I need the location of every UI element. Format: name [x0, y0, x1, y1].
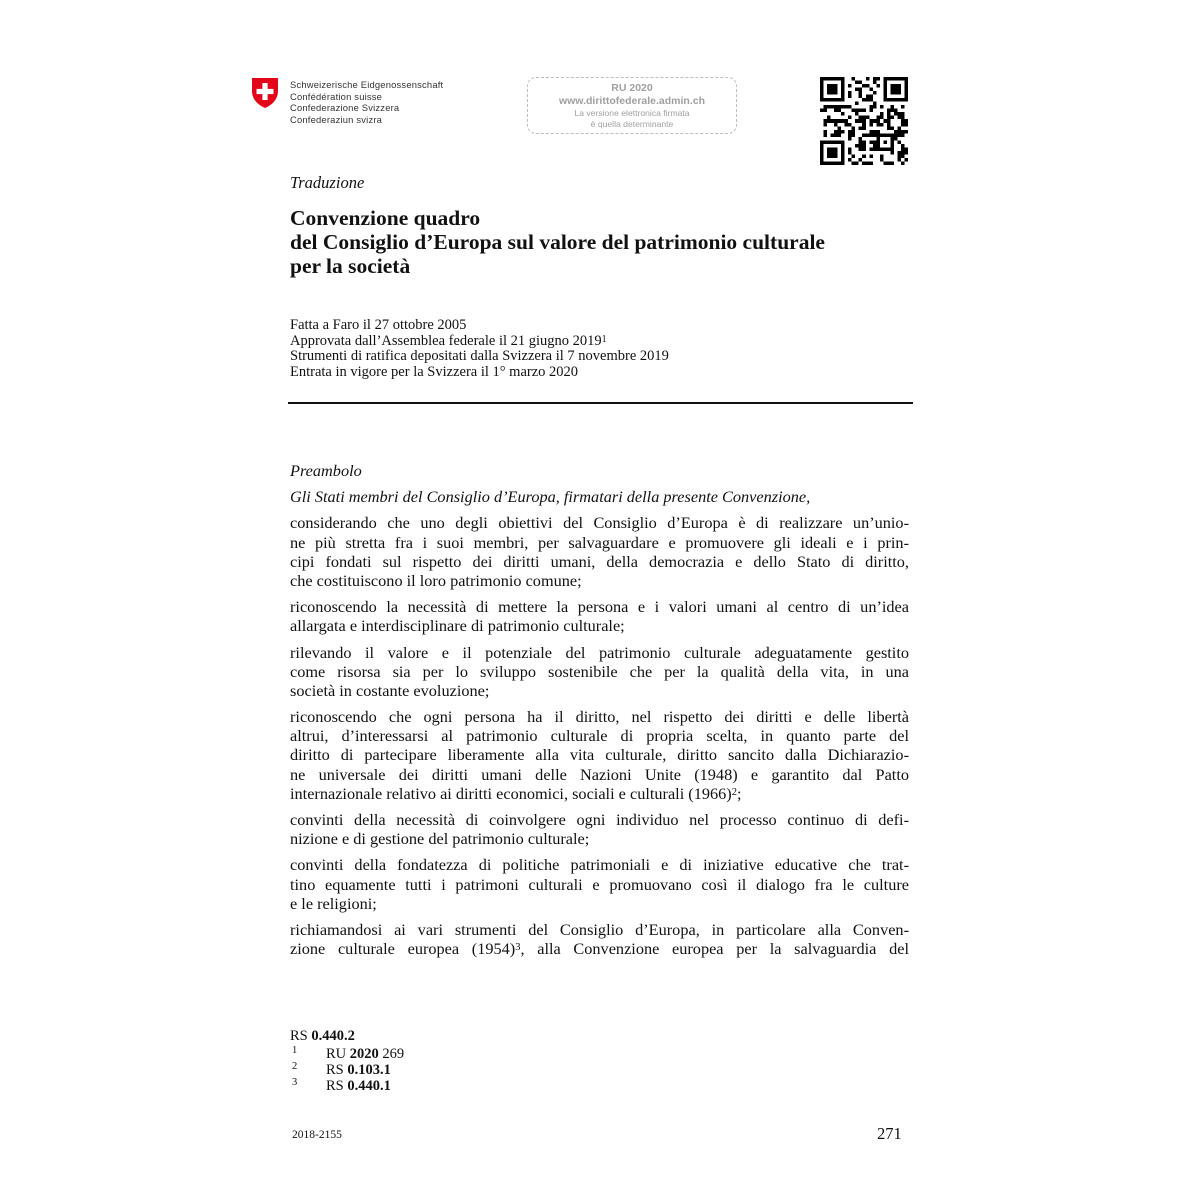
ru-stamp [527, 77, 737, 134]
text-line: convinti della necessità di coinvolgere ogni individuo nel processo continuo di defi- [290, 810, 909, 830]
title-line-3: per la società [290, 254, 411, 278]
text-line: riconoscendo che ogni persona ha il diritto, nel rispetto dei diritti e delle libertà [290, 707, 909, 727]
rs-prefix: RS [290, 1028, 308, 1044]
meta-entry-into-force: Entrata in vigore per la Svizzera il 1° marzo 2020 [290, 363, 579, 380]
footnote-ref-1[interactable]: 1 [601, 333, 607, 345]
preamble-paragraph-6 [290, 855, 909, 913]
text-line: cipi fondati sul rispetto dei diritti umani, della democrazia e dello Stato di diritto, [290, 551, 909, 571]
document-code: 2018-2155 [292, 1129, 342, 1141]
preamble-paragraph-3 [290, 643, 909, 701]
p4-last-text: internazionale relativo ai diritti economici, sociali e culturali (1966) [290, 783, 732, 803]
text-line [290, 784, 909, 803]
footnote-number: 3 [292, 1077, 298, 1088]
title-line-2: del Consiglio d’Europa sul valore del patrimonio culturale [290, 230, 825, 254]
footnote-bold: 0.440.1 [347, 1078, 391, 1094]
stamp-note-1: La versione elettronica firmata [574, 108, 690, 118]
stamp-note-2: è quella determinante [590, 118, 674, 129]
text-line: società in costante evoluzione; [290, 680, 490, 700]
text-line: che costituiscono il loro patrimonio comune; [290, 570, 582, 590]
p7-text-a: zione culturale europea (1954) [290, 939, 516, 959]
footnote-prefix: RU [326, 1046, 347, 1062]
qr-code-icon [820, 77, 908, 165]
preamble-paragraph-1 [290, 513, 909, 590]
meta-ratification: Strumenti di ratifica depositati dalla Svizzera il 7 novembre 2019 [290, 348, 669, 365]
document-title [290, 206, 930, 278]
footnote-number: 2 [292, 1061, 298, 1072]
text-line: come risorsa sia per lo sviluppo sostenibile che per la qualità della vita, in una [290, 661, 909, 681]
meta-done-at: Fatta a Faro il 27 ottobre 2005 [290, 317, 467, 333]
stamp-ru: RU 2020 [611, 82, 653, 94]
footnote-ref-3[interactable]: 3 [515, 942, 521, 954]
document-metadata [290, 318, 669, 380]
p7-text-b: , alla Convenzione europea per la salvaguardia del [520, 939, 909, 959]
text-line: rilevando il valore e il potenziale del patrimonio culturale adeguatamente gestito [290, 642, 909, 662]
footnote-suffix: 269 [378, 1046, 405, 1062]
swiss-crest-icon [251, 77, 279, 109]
text-line: nizione e di gestione del patrimonio culturale; [290, 829, 590, 849]
text-line: considerando che uno degli obiettivi del Consiglio d’Europa è di realizzare un’unio- [290, 513, 909, 533]
text-line: tino equamente tutti i patrimoni culturali e promuovano così il dialogo fra le culture [290, 874, 909, 894]
confederation-it: Confederazione Svizzera [290, 102, 400, 114]
meta-approved-text: Approvata dall’Assemblea federale il 21 giugno 2019 [290, 332, 602, 349]
text-line: richiamandosi ai vari strumenti del Consiglio d’Europa, in particolare alla Conven- [290, 919, 909, 939]
confederation-names [290, 79, 443, 125]
title-line-1: Convenzione quadro [290, 206, 481, 230]
meta-approved [290, 334, 669, 350]
text-line: ne più stretta fra i suoi membri, per salvaguardare e promuovere gli ideali e i prin- [290, 532, 909, 552]
p4-end: ; [736, 783, 742, 803]
text-line [290, 939, 909, 958]
text-line: riconoscendo la necessità di mettere la persona e i valori umani al centro di un’idea [290, 597, 909, 617]
preamble-paragraph-4 [290, 707, 909, 803]
text-line: altrui, d’interessarsi al patrimonio culturale di propria scelta, in quanto parte del [290, 726, 909, 746]
preamble-paragraph-2 [290, 597, 909, 635]
footnote-bold: 0.103.1 [347, 1062, 391, 1078]
text-line: e le religioni; [290, 893, 377, 913]
footnote-prefix: RS [326, 1078, 344, 1094]
footnote-number: 1 [292, 1045, 298, 1056]
footnote-ref-2[interactable]: 2 [731, 786, 737, 798]
preamble-states: Gli Stati membri del Consiglio d’Europa, firmatari della presente Convenzione, [290, 487, 811, 507]
text-line: convinti della fondatezza di politiche patrimoniali e di iniziative educative che trat- [290, 855, 909, 875]
confederation-de: Schweizerische Eidgenossenschaft [290, 79, 444, 90]
text-line: allargata e interdisciplinare di patrimonio culturale; [290, 616, 625, 636]
footnote-bold: 2020 [349, 1046, 379, 1062]
header-divider [288, 402, 913, 404]
footnote-prefix: RS [326, 1062, 344, 1078]
translation-label: Traduzione [290, 173, 365, 192]
text-line: diritto di partecipare liberamente alla vita culturale, diritto sancito dalla Dichiarazio- [290, 745, 909, 765]
confederation-rm: Confederaziun svizra [290, 113, 383, 125]
rs-value: 0.440.2 [311, 1028, 355, 1044]
page-number: 271 [877, 1124, 902, 1143]
confederation-fr: Confédération suisse [290, 90, 383, 102]
text-line: ne universale dei diritti umani delle Nazioni Unite (1948) e garantito dal Patto [290, 764, 909, 784]
preamble-paragraph-7 [290, 920, 909, 958]
rs-number [290, 1028, 355, 1045]
preamble-section [290, 461, 909, 965]
preamble-heading: Preambolo [290, 461, 362, 480]
preamble-paragraph-5 [290, 810, 909, 848]
stamp-site-link[interactable]: www.dirittofederale.admin.ch [558, 95, 706, 107]
